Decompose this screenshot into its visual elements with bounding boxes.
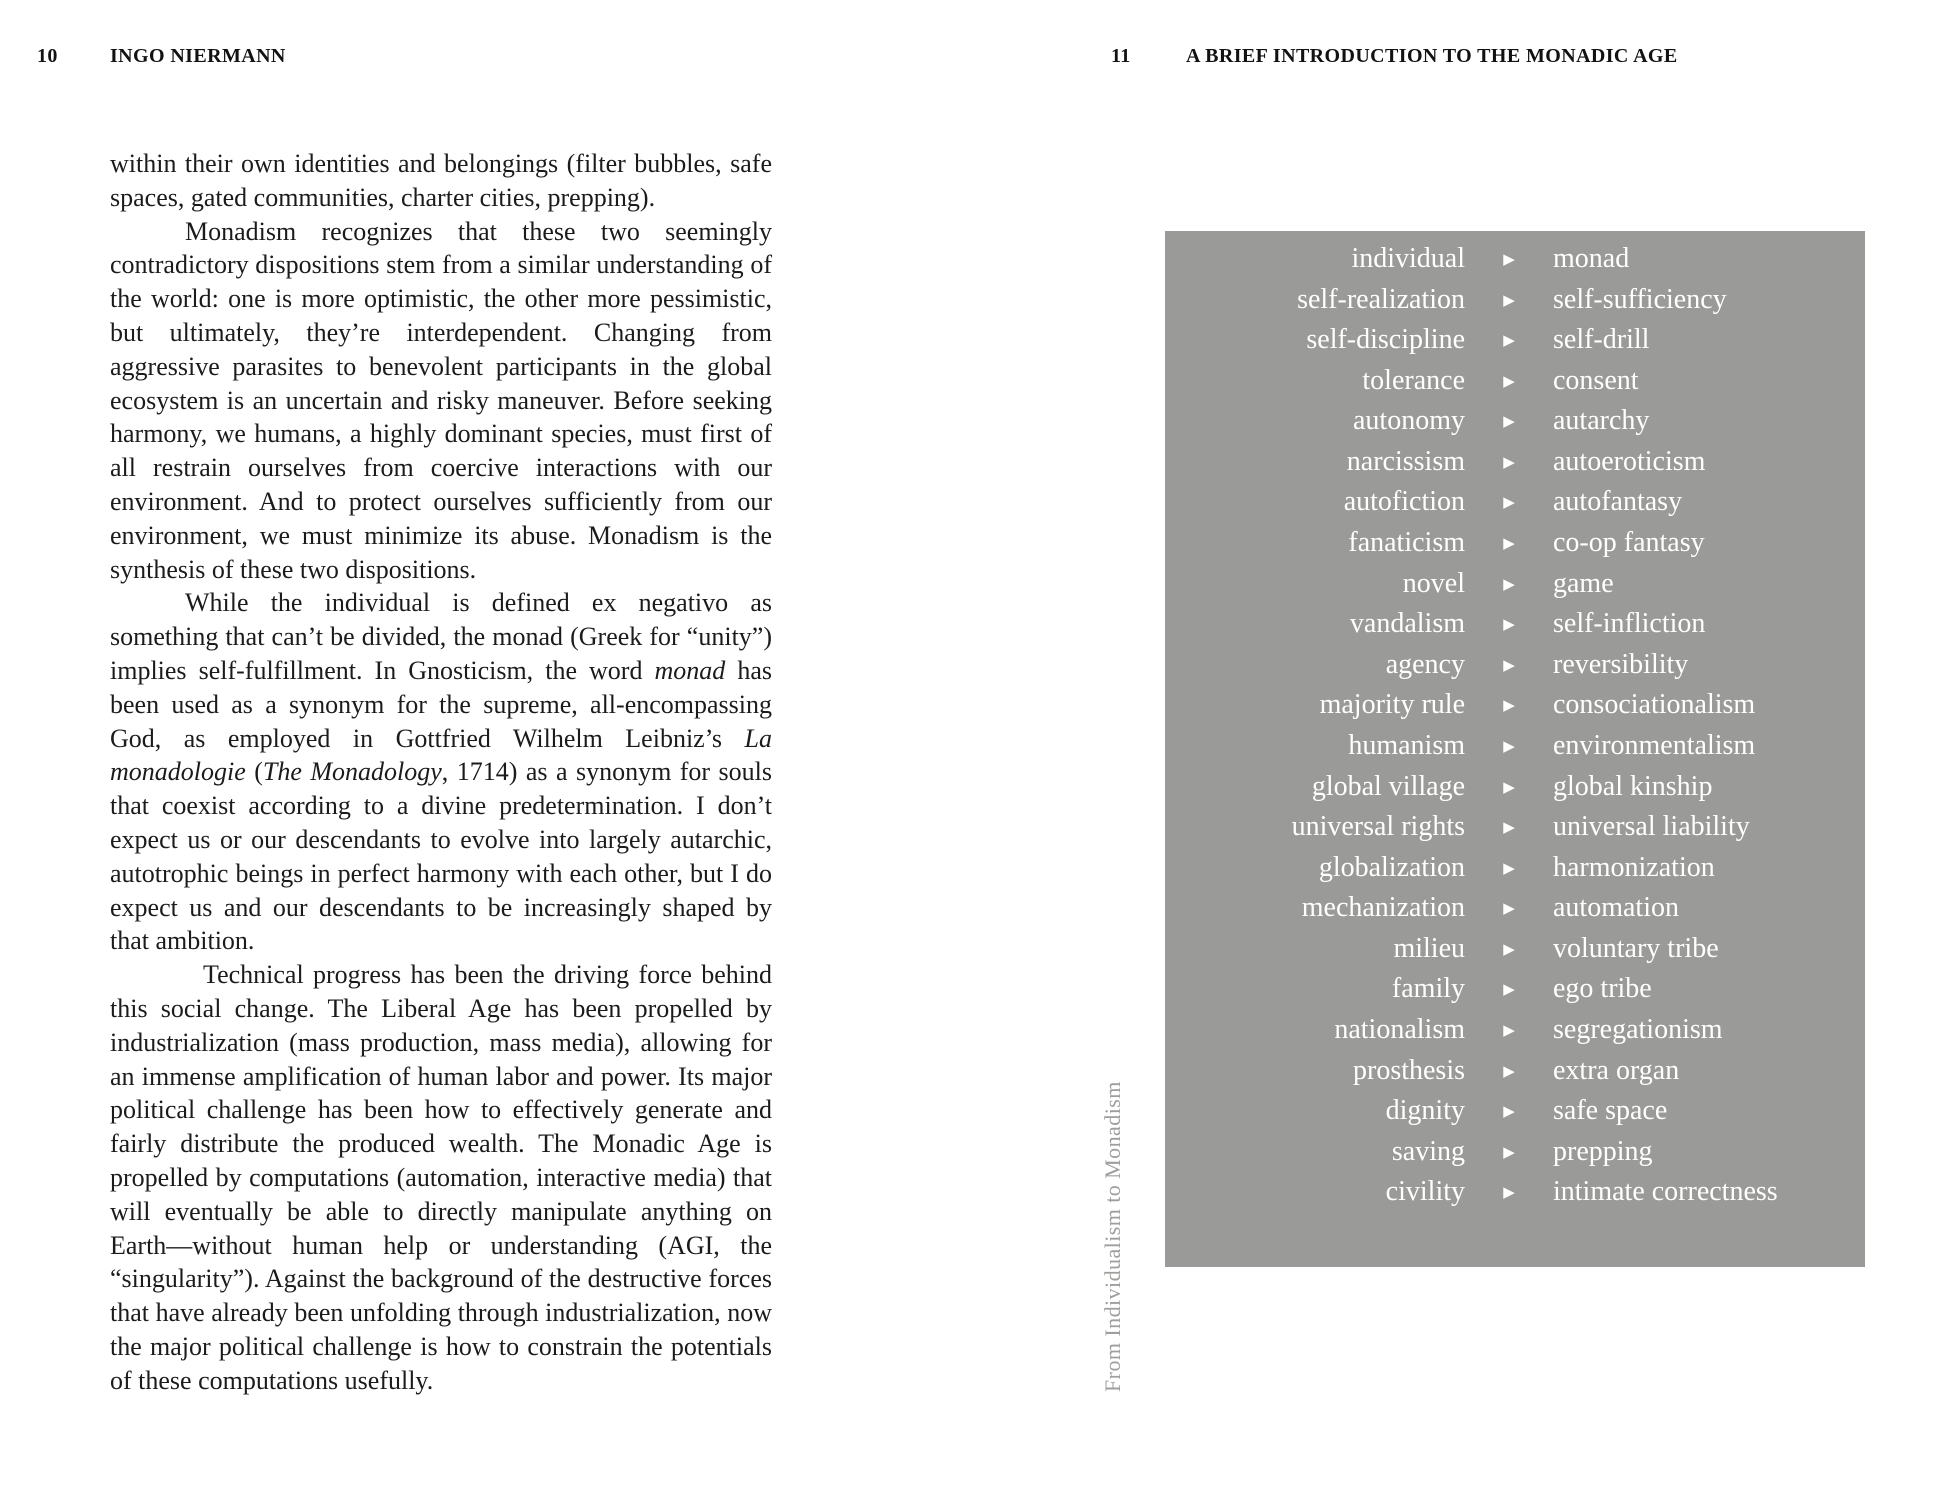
- mapping-row: [1165, 442, 1865, 483]
- term-to: prepping: [1553, 1135, 1653, 1167]
- term-from: narcissism: [1346, 445, 1465, 477]
- arrow-right-icon: ▶: [1503, 250, 1515, 268]
- mapping-row: [1165, 523, 1865, 564]
- arrow-right-icon: ▶: [1503, 452, 1515, 471]
- arrow-right-icon: ▶: [1503, 1061, 1515, 1080]
- mapping-row: [1165, 1091, 1865, 1132]
- arrow-right-icon: ▶: [1503, 899, 1515, 918]
- mapping-row: [1165, 482, 1865, 523]
- arrow-right-icon: ▶: [1503, 615, 1515, 634]
- term-to: consociationalism: [1553, 689, 1756, 721]
- mapping-row: [1165, 1172, 1865, 1213]
- term-to: ego tribe: [1553, 973, 1652, 1005]
- arrow-right-icon: ▶: [1503, 493, 1515, 512]
- term-to: autofantasy: [1553, 486, 1683, 518]
- arrow-right-icon: ▶: [1503, 1102, 1515, 1121]
- term-to: safe space: [1553, 1095, 1668, 1127]
- mapping-row: [1165, 1051, 1865, 1092]
- term-from: autonomy: [1353, 405, 1465, 437]
- term-from: autofiction: [1343, 486, 1465, 518]
- term-from: global village: [1311, 770, 1465, 802]
- mapping-row: [1165, 280, 1865, 321]
- arrow-right-icon: ▶: [1503, 371, 1515, 390]
- term-to: harmonization: [1553, 851, 1715, 883]
- term-to: automation: [1553, 892, 1679, 924]
- italic-text: monad: [654, 655, 726, 685]
- term-from: agency: [1385, 648, 1465, 680]
- term-from: self-realization: [1297, 283, 1465, 315]
- term-to: co-op fantasy: [1553, 527, 1705, 559]
- term-from: universal rights: [1291, 811, 1465, 843]
- term-from: self-discipline: [1306, 324, 1465, 356]
- text-segment: within their own identities and belongings (filter bubbles, safe spaces, gated communities, charter cities, prepping).: [110, 149, 772, 212]
- term-to: game: [1553, 567, 1614, 599]
- arrow-right-icon: ▶: [1503, 1142, 1515, 1161]
- mapping-row: [1165, 767, 1865, 808]
- mapping-row: [1165, 969, 1865, 1010]
- term-from: fanaticism: [1348, 527, 1465, 559]
- italic-text: La monadologie: [110, 723, 772, 787]
- term-to: consent: [1553, 364, 1639, 396]
- mapping-row: [1165, 848, 1865, 889]
- mapping-row: [1165, 645, 1865, 686]
- term-from: tolerance: [1362, 364, 1465, 396]
- mapping-row: [1165, 726, 1865, 767]
- term-from: milieu: [1393, 932, 1465, 964]
- text-segment: , 1714) as a synonym for souls that coexist according to a divine predetermination. I don’t expect us or our descendants to evolve into largely autarchic, autotrophic beings in perfect harmony with each other, but I do expect us and our descendants to be increasingly shaped by that ambition.: [110, 757, 772, 956]
- table-caption: From Individualism to Monadism: [1100, 1081, 1125, 1392]
- arrow-right-icon: ▶: [1503, 777, 1515, 796]
- term-to: self-infliction: [1553, 608, 1706, 640]
- term-from: novel: [1402, 567, 1465, 599]
- mapping-row: [1165, 685, 1865, 726]
- mapping-row: [1165, 604, 1865, 645]
- term-to: reversibility: [1553, 648, 1689, 680]
- arrow-right-icon: ▶: [1503, 939, 1515, 958]
- term-from: humanism: [1348, 729, 1465, 761]
- term-to: autarchy: [1553, 405, 1650, 437]
- text-segment: (: [245, 757, 263, 787]
- term-to: intimate correctness: [1553, 1176, 1778, 1208]
- arrow-right-icon: ▶: [1503, 331, 1515, 350]
- term-to: universal liability: [1553, 811, 1750, 843]
- mapping-row: [1165, 888, 1865, 929]
- term-to: monad: [1553, 243, 1630, 274]
- mapping-row: [1165, 1132, 1865, 1173]
- text-segment: While the individual is defined ex negativo as something that can’t be divided, the monad (Greek for “unity”) implies self-fulfillment. In Gnosticism, the word: [110, 588, 772, 685]
- mapping-row: [1165, 807, 1865, 848]
- term-to: autoeroticism: [1553, 445, 1706, 477]
- arrow-right-icon: ▶: [1503, 1183, 1515, 1202]
- mapping-row: [1165, 239, 1865, 280]
- arrow-right-icon: ▶: [1503, 412, 1515, 431]
- arrow-right-icon: ▶: [1503, 655, 1515, 674]
- term-to: self-sufficiency: [1553, 283, 1727, 315]
- arrow-right-icon: ▶: [1503, 858, 1515, 877]
- left-running-header: INGO NIERMANN: [110, 45, 286, 67]
- term-from: saving: [1391, 1135, 1465, 1167]
- mapping-row: [1165, 401, 1865, 442]
- paragraph: [110, 586, 772, 958]
- mapping-table: [1165, 231, 1865, 1267]
- paragraph: [110, 147, 772, 215]
- italic-text: The Monadology: [262, 757, 442, 787]
- arrow-right-icon: ▶: [1503, 696, 1515, 715]
- paragraph: [110, 958, 772, 1397]
- body-text: [110, 147, 772, 1397]
- text-segment: Monadism recognizes that these two seemingly contradictory dispositions stem from a similar understanding of the world: one is more optimistic, the other more pessimistic, but ultimately, they’re interdependent. Changing from aggressive parasites to benevolent participants in the global ecosystem is an uncertain and risky maneuver. Before seeking harmony, we humans, a highly dominant species, must first of all restrain ourselves from coercive interactions with our environment. And to protect ourselves sufficiently from our environment, we must minimize its abuse. Monadism is the synthesis of these two dispositions.: [110, 216, 772, 584]
- term-to: voluntary tribe: [1553, 932, 1719, 964]
- term-from: vandalism: [1349, 608, 1465, 640]
- term-from: dignity: [1385, 1095, 1465, 1127]
- mapping-row: [1165, 320, 1865, 361]
- text-segment: has been used as a synonym for the supreme, all-encompassing God, as employed in Gottfried Wilhelm Leibniz’s: [110, 655, 772, 753]
- term-from: mechanization: [1301, 892, 1465, 924]
- arrow-right-icon: ▶: [1503, 290, 1515, 309]
- term-from: nationalism: [1334, 1013, 1465, 1045]
- right-page-number: 11: [1111, 45, 1131, 67]
- arrow-right-icon: ▶: [1503, 574, 1515, 593]
- term-to: self-drill: [1553, 324, 1650, 356]
- term-from: civility: [1385, 1176, 1465, 1208]
- arrow-right-icon: ▶: [1503, 1020, 1515, 1039]
- mapping-row: [1165, 564, 1865, 605]
- left-page-number: 10: [37, 45, 58, 67]
- term-from: globalization: [1318, 851, 1465, 883]
- mapping-row: [1165, 929, 1865, 970]
- mapping-row: [1165, 1010, 1865, 1051]
- term-to: segregationism: [1553, 1013, 1723, 1045]
- right-running-header: A BRIEF INTRODUCTION TO THE MONADIC AGE: [1186, 45, 1678, 67]
- term-from: family: [1391, 973, 1465, 1005]
- term-from: prosthesis: [1353, 1054, 1465, 1086]
- arrow-right-icon: ▶: [1503, 736, 1515, 755]
- arrow-right-icon: ▶: [1503, 818, 1515, 837]
- term-to: global kinship: [1553, 770, 1713, 802]
- term-from: majority rule: [1319, 689, 1465, 721]
- term-to: environmentalism: [1553, 729, 1756, 761]
- mapping-row: [1165, 361, 1865, 402]
- text-segment: Technical progress has been the driving force behind this social change. The Liberal Age has been propelled by industrialization (mass production, mass media), allowing for an immense amplification of human labor and power. Its major political challenge has been how to effectively generate and fairly distribute the produced wealth. The Monadic Age is propelled by computations (automation, interactive media) that will eventually be able to directly manipulate anything on Earth—without human help or understanding (AGI, the “singularity”). Against the background of the destructive forces that have already been unfolding through industrialization, now the major political challenge is how to constrain the potentials of these computations usefully.: [110, 960, 772, 1395]
- paragraph: [110, 215, 772, 587]
- arrow-right-icon: ▶: [1503, 534, 1515, 553]
- term-from: individual: [1351, 243, 1465, 274]
- term-to: extra organ: [1553, 1054, 1680, 1086]
- arrow-right-icon: ▶: [1503, 980, 1515, 999]
